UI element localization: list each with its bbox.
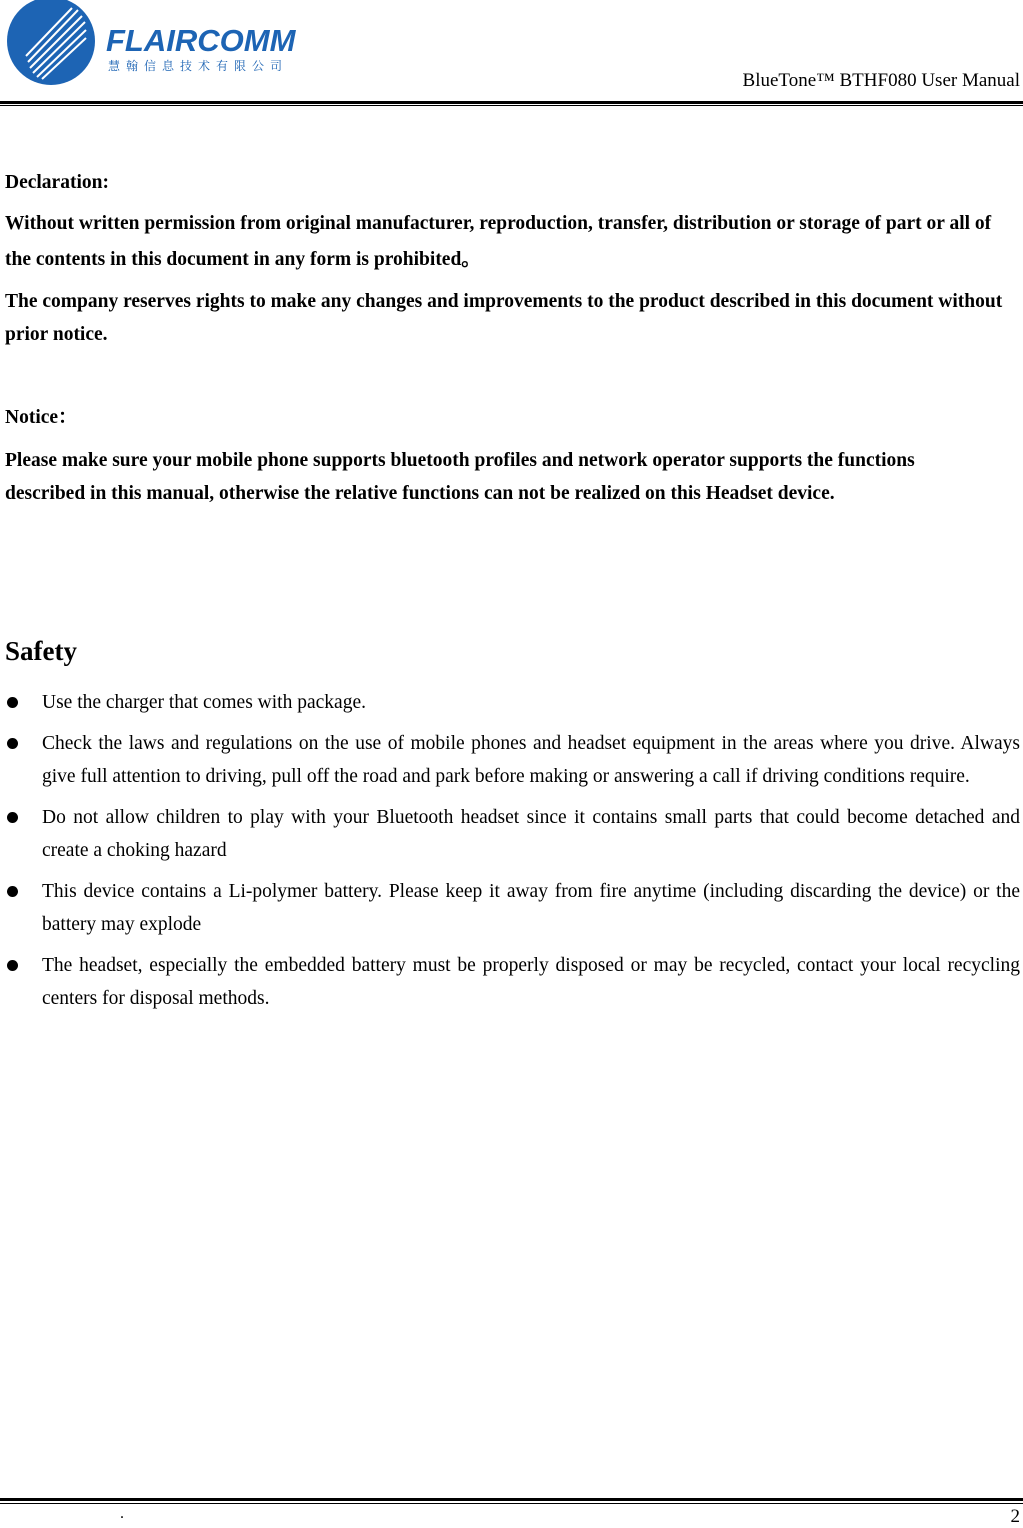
list-item [0, 727, 1020, 793]
safety-heading: Safety [5, 636, 77, 666]
bullet-icon [7, 960, 18, 971]
list-item-text: Use the charger that comes with package. [42, 692, 366, 713]
list-item-text: Check the laws and regulations on the use of mobile phones and headset equipment in the areas where you drive. Always give full attention to driving, pull off the road and park before making or answering a call if driving conditions require. [42, 733, 1020, 787]
list-item [0, 875, 1020, 941]
safety-list [0, 686, 1020, 1023]
declaration-paragraph-2: The company reserves rights to make any changes and improvements to the product described in this document without prior notice. [5, 291, 1003, 345]
bullet-icon [7, 812, 18, 823]
list-item [0, 686, 1020, 719]
header-rule-thin [0, 105, 1023, 106]
notice-heading: Notice： [5, 407, 78, 428]
list-item [0, 949, 1020, 1015]
list-item [0, 801, 1020, 867]
notice-paragraph: Please make sure your mobile phone supports bluetooth profiles and network operator supports the functions described in this manual, otherwise the relative functions can not be realized on this Headset device. [5, 450, 915, 504]
list-item-text: This device contains a Li-polymer battery. Please keep it away from fire anytime (including discarding the device) or the battery may explode [42, 881, 1020, 935]
list-item-text: The headset, especially the embedded battery must be properly disposed or may be recycled, contact your local recycling centers for disposal methods. [42, 955, 1020, 1009]
footer-rule [0, 1498, 1023, 1501]
list-item-text: Do not allow children to play with your Bluetooth headset since it contains small parts that could become detached and create a choking hazard [42, 807, 1020, 861]
footer-rule-thin [0, 1503, 1023, 1504]
footer-mark: . [120, 1505, 124, 1522]
bullet-icon [7, 697, 18, 708]
declaration-paragraph-1: Without written permission from original manufacturer, reproduction, transfer, distribution or storage of part or all of the contents in this document in any form is prohibited。 [5, 213, 992, 270]
flaircomm-logo [6, 0, 316, 86]
svg-text:慧翰信息技术有限公司: 慧翰信息技术有限公司 [108, 59, 289, 73]
document-title: BlueTone™ BTHF080 User Manual [742, 70, 1020, 91]
bullet-icon [7, 738, 18, 749]
bullet-icon [7, 886, 18, 897]
page-number: 2 [1010, 1506, 1020, 1527]
declaration-heading: Declaration: [5, 172, 109, 193]
header-rule [0, 101, 1023, 104]
svg-text:FLAIRCOMM: FLAIRCOMM [106, 23, 296, 58]
